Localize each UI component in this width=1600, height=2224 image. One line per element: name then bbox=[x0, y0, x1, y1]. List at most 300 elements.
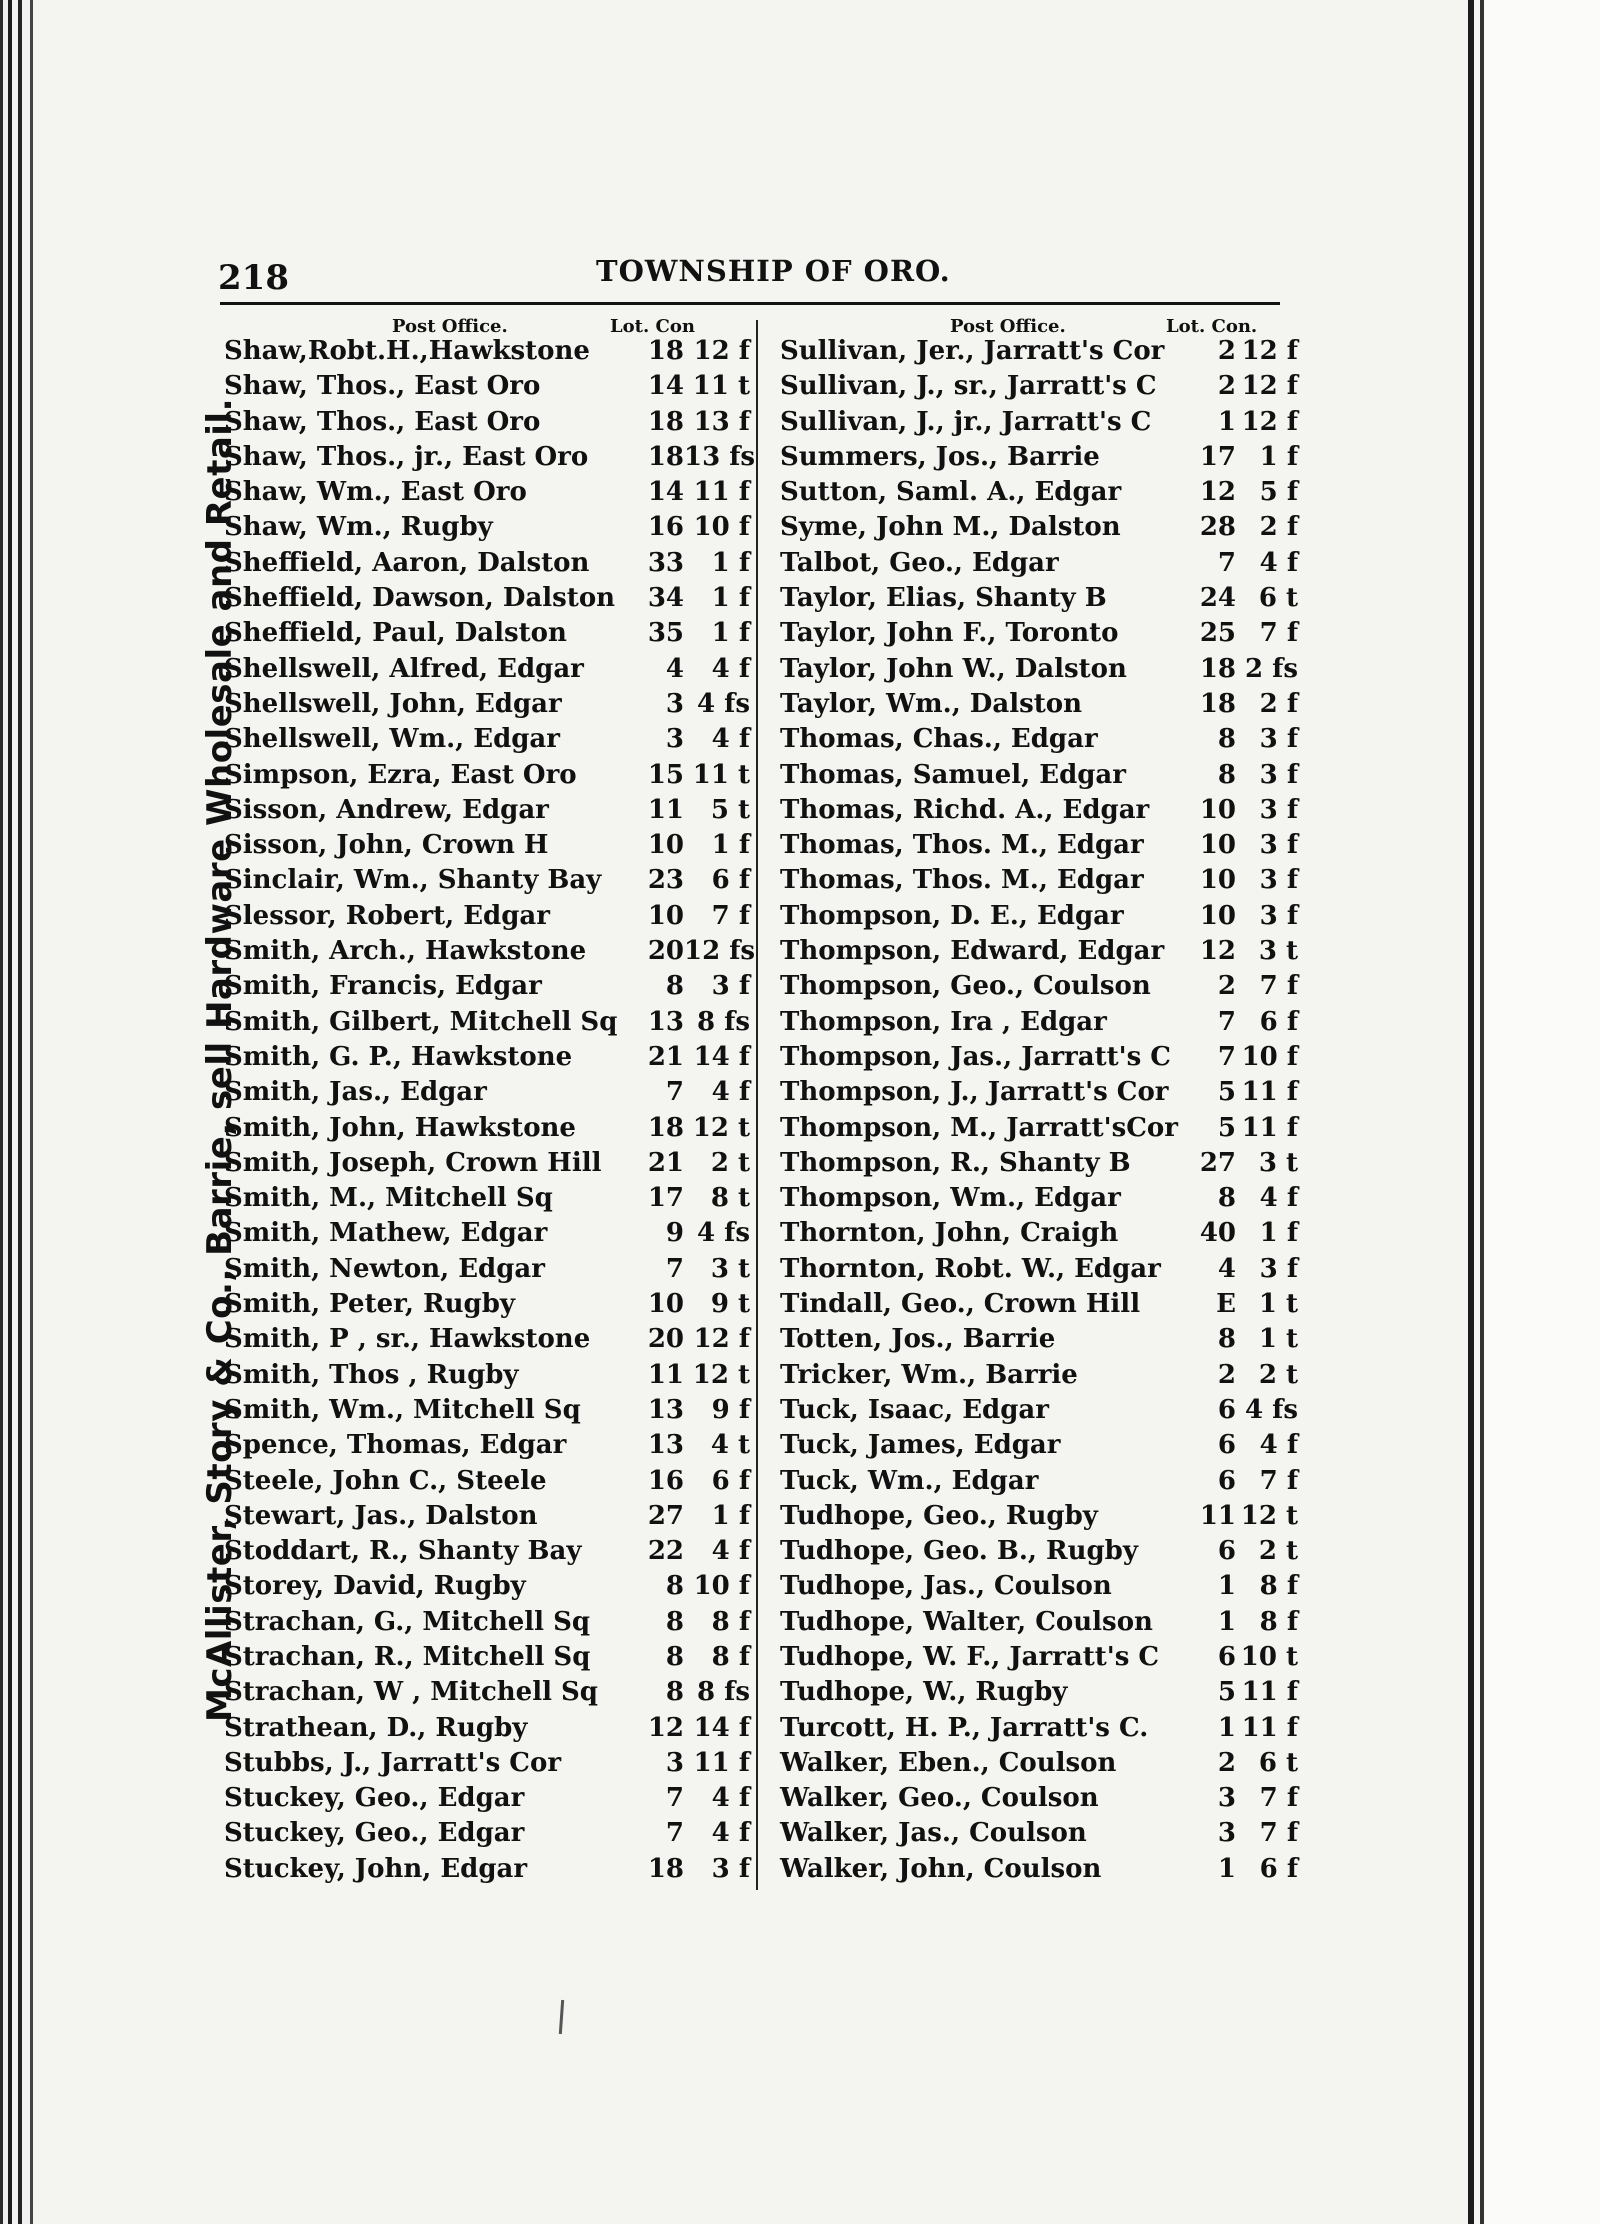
entry-name: Smith, G. P., Hawkstone bbox=[224, 1041, 573, 1072]
entry-name: Strachan, W , Mitchell Sq bbox=[224, 1677, 598, 1708]
entry-con: 3 f bbox=[1259, 759, 1298, 790]
entry-name: Taylor, Elias, Shanty B bbox=[780, 583, 1107, 614]
entry-lot: 18 bbox=[647, 406, 684, 437]
entry-lot: 8 bbox=[665, 1677, 684, 1708]
entry-name: Walker, Geo., Coulson bbox=[780, 1783, 1099, 1814]
entry-lot: 33 bbox=[647, 547, 684, 578]
entry-con: 10 f bbox=[693, 512, 750, 543]
entry-con: 1 f bbox=[1259, 441, 1298, 472]
entry-name: Smith, Mathew, Edgar bbox=[224, 1218, 548, 1249]
list-item bbox=[224, 510, 750, 545]
entry-con: 7 f bbox=[1259, 1818, 1298, 1849]
entry-lot: 6 bbox=[1217, 1430, 1236, 1461]
entry-name: Strathean, D., Rugby bbox=[224, 1712, 528, 1743]
entry-name: Thompson, Wm., Edgar bbox=[780, 1183, 1121, 1214]
list-item bbox=[224, 1146, 750, 1181]
entry-lot: 7 bbox=[665, 1783, 684, 1814]
entry-con: 13 f bbox=[693, 406, 750, 437]
list-item bbox=[224, 369, 750, 404]
entry-con: 7 f bbox=[1259, 618, 1298, 649]
list-item bbox=[224, 1287, 750, 1322]
list-item bbox=[780, 1499, 1298, 1534]
entry-con: 3 f bbox=[1259, 900, 1298, 931]
entry-con: 4 fs bbox=[1245, 1394, 1298, 1425]
entry-name: Thompson, Edward, Edgar bbox=[780, 936, 1165, 967]
entry-name: Thompson, Jas., Jarratt's C bbox=[780, 1041, 1171, 1072]
entry-lot: 14 bbox=[647, 477, 684, 508]
entry-con: 1 f bbox=[711, 618, 750, 649]
entry-con: 6 f bbox=[711, 1465, 750, 1496]
entry-con: 7 f bbox=[711, 900, 750, 931]
entry-con: 2 f bbox=[1259, 688, 1298, 719]
entry-lot: 6 bbox=[1217, 1394, 1236, 1425]
list-item bbox=[780, 828, 1298, 863]
column-divider bbox=[756, 320, 758, 1890]
entry-lot: 2 bbox=[1217, 971, 1236, 1002]
entry-con: 1 t bbox=[1258, 1324, 1298, 1355]
entry-name: Talbot, Geo., Edgar bbox=[780, 547, 1059, 578]
entry-lot: 27 bbox=[1199, 1147, 1236, 1178]
entry-lot: 18 bbox=[647, 336, 684, 366]
entry-lot: 20 bbox=[647, 936, 684, 967]
list-item bbox=[224, 1428, 750, 1463]
list-item bbox=[780, 969, 1298, 1004]
ink-speck bbox=[559, 2000, 564, 2034]
entry-lot: 3 bbox=[1217, 1818, 1236, 1849]
list-item bbox=[224, 1393, 750, 1428]
entry-con: 1 f bbox=[711, 1500, 750, 1531]
entry-name: Thompson, Geo., Coulson bbox=[780, 971, 1151, 1002]
list-item bbox=[780, 758, 1298, 793]
entry-name: Storey, David, Rugby bbox=[224, 1571, 526, 1602]
list-item bbox=[780, 934, 1298, 969]
entry-name: Tuck, James, Edgar bbox=[780, 1430, 1061, 1461]
entry-con: 4 t bbox=[710, 1430, 750, 1461]
entry-lot: 21 bbox=[647, 1041, 684, 1072]
entry-con: 8 fs bbox=[697, 1677, 750, 1708]
entry-con: 11 f bbox=[1241, 1677, 1298, 1708]
list-item bbox=[780, 1711, 1298, 1746]
list-item bbox=[780, 1358, 1298, 1393]
entry-con: 4 f bbox=[1259, 1183, 1298, 1214]
list-item bbox=[780, 334, 1298, 369]
entry-con: 8 f bbox=[1259, 1606, 1298, 1637]
entry-lot: 3 bbox=[665, 724, 684, 755]
entry-con: 4 fs bbox=[697, 688, 750, 719]
entry-name: Shaw, Wm., Rugby bbox=[224, 512, 493, 543]
list-item bbox=[780, 1428, 1298, 1463]
entry-lot: 24 bbox=[1199, 583, 1236, 614]
entry-lot: 10 bbox=[1199, 794, 1236, 825]
list-item bbox=[224, 969, 750, 1004]
entry-name: Smith, Peter, Rugby bbox=[224, 1289, 516, 1320]
entry-con: 1 f bbox=[1259, 1218, 1298, 1249]
page-edge-right bbox=[1468, 0, 1600, 2224]
entry-lot: 8 bbox=[1217, 759, 1236, 790]
entry-lot: 18 bbox=[647, 1112, 684, 1143]
list-item bbox=[224, 828, 750, 863]
list-item bbox=[224, 1675, 750, 1710]
entry-con: 8 f bbox=[711, 1641, 750, 1672]
entry-name: Thompson, Ira , Edgar bbox=[780, 1006, 1107, 1037]
entry-name: Steele, John C., Steele bbox=[224, 1465, 547, 1496]
entry-con: 12 t bbox=[692, 1359, 750, 1390]
entry-name: Tudhope, W. F., Jarratt's C bbox=[780, 1641, 1160, 1672]
list-item bbox=[224, 1534, 750, 1569]
entry-con: 12 fs bbox=[684, 936, 756, 967]
entry-con: 8 t bbox=[710, 1183, 750, 1214]
list-item bbox=[224, 440, 756, 475]
entry-lot: 17 bbox=[647, 1183, 684, 1214]
entry-name: Sullivan, J., jr., Jarratt's C bbox=[780, 406, 1152, 437]
entry-lot: 4 bbox=[665, 653, 684, 684]
entry-con: 4 f bbox=[711, 1783, 750, 1814]
entry-con: 3 f bbox=[711, 971, 750, 1002]
entry-lot: 18 bbox=[1199, 653, 1236, 684]
list-item bbox=[224, 1111, 750, 1146]
entry-lot: 17 bbox=[1199, 441, 1236, 472]
entry-name: Thompson, R., Shanty B bbox=[780, 1147, 1131, 1178]
entry-lot: 15 bbox=[647, 759, 684, 790]
entry-name: Tuck, Wm., Edgar bbox=[780, 1465, 1039, 1496]
entry-lot: 28 bbox=[1199, 512, 1236, 543]
entry-name: Shaw, Thos., East Oro bbox=[224, 406, 541, 437]
entry-con: 4 fs bbox=[697, 1218, 750, 1249]
entry-lot: 10 bbox=[647, 1289, 684, 1320]
entry-lot: 7 bbox=[1217, 547, 1236, 578]
list-item bbox=[224, 1605, 750, 1640]
entry-name: Stuckey, John, Edgar bbox=[224, 1853, 528, 1884]
entry-con: 12 f bbox=[1241, 336, 1298, 366]
entry-con: 6 f bbox=[711, 865, 750, 896]
entry-name: Smith, Arch., Hawkstone bbox=[224, 936, 587, 967]
entry-con: 6 t bbox=[1258, 583, 1298, 614]
entry-name: Sheffield, Paul, Dalston bbox=[224, 618, 567, 649]
entry-con: 10 f bbox=[1241, 1041, 1298, 1072]
entry-con: 12 f bbox=[1241, 371, 1298, 402]
entry-name: Smith, Gilbert, Mitchell Sq bbox=[224, 1006, 618, 1037]
list-item bbox=[780, 793, 1298, 828]
entry-name: Shellswell, John, Edgar bbox=[224, 688, 562, 719]
entry-name: Thompson, D. E., Edgar bbox=[780, 900, 1124, 931]
side-advertisement: McAllister, Story & Co., Barrie, sell Hardware Wholesale and Retail. bbox=[200, 398, 240, 1722]
entry-con: 4 f bbox=[711, 653, 750, 684]
entry-lot: 6 bbox=[1217, 1641, 1236, 1672]
entry-lot: 13 bbox=[647, 1006, 684, 1037]
list-item bbox=[780, 510, 1298, 545]
entry-lot: 2 bbox=[1217, 336, 1236, 366]
list-item bbox=[224, 1569, 750, 1604]
list-item bbox=[224, 1005, 750, 1040]
list-item bbox=[780, 546, 1298, 581]
entry-con: 11 f bbox=[1241, 1077, 1298, 1108]
entry-con: 2 f bbox=[1259, 512, 1298, 543]
entry-con: 10 t bbox=[1240, 1641, 1298, 1672]
list-item bbox=[224, 1746, 750, 1781]
entry-lot: 3 bbox=[1217, 1783, 1236, 1814]
entry-name: Thornton, John, Craigh bbox=[780, 1218, 1119, 1249]
list-item bbox=[224, 546, 750, 581]
entry-con: 1 f bbox=[711, 583, 750, 614]
page-edge-left bbox=[0, 0, 44, 2224]
entry-lot: 4 bbox=[1217, 1253, 1236, 1284]
entry-lot: 6 bbox=[1217, 1465, 1236, 1496]
entry-name: Tudhope, Jas., Coulson bbox=[780, 1571, 1112, 1602]
list-item bbox=[780, 475, 1298, 510]
entry-name: Taylor, Wm., Dalston bbox=[780, 688, 1082, 719]
entry-lot: 11 bbox=[647, 794, 684, 825]
entry-name: Strachan, R., Mitchell Sq bbox=[224, 1641, 591, 1672]
entry-name: Tindall, Geo., Crown Hill bbox=[780, 1289, 1141, 1320]
entry-con: 3 f bbox=[711, 1853, 750, 1884]
entry-lot: 10 bbox=[647, 900, 684, 931]
entry-name: Sullivan, Jer., Jarratt's Cor bbox=[780, 336, 1165, 366]
entry-lot: 1 bbox=[1217, 1712, 1236, 1743]
entry-lot: E bbox=[1216, 1289, 1236, 1320]
entry-con: 2 t bbox=[1258, 1359, 1298, 1390]
entry-con: 14 f bbox=[693, 1041, 750, 1072]
list-item bbox=[780, 1534, 1298, 1569]
entry-name: Walker, John, Coulson bbox=[780, 1853, 1102, 1884]
entry-lot: 14 bbox=[647, 371, 684, 402]
entry-name: Stubbs, J., Jarratt's Cor bbox=[224, 1747, 562, 1778]
entry-name: Strachan, G., Mitchell Sq bbox=[224, 1606, 591, 1637]
list-item bbox=[224, 687, 750, 722]
list-item bbox=[780, 1181, 1298, 1216]
list-item bbox=[780, 1605, 1298, 1640]
list-item bbox=[780, 1569, 1298, 1604]
list-item bbox=[224, 934, 756, 969]
entry-name: Smith, P , sr., Hawkstone bbox=[224, 1324, 591, 1355]
entry-lot: 5 bbox=[1217, 1677, 1236, 1708]
list-item bbox=[224, 1499, 750, 1534]
list-item bbox=[224, 475, 750, 510]
entry-lot: 1 bbox=[1217, 1853, 1236, 1884]
list-item bbox=[224, 1711, 750, 1746]
list-item bbox=[780, 899, 1298, 934]
list-item bbox=[780, 722, 1298, 757]
entry-con: 12 t bbox=[692, 1112, 750, 1143]
entry-lot: 8 bbox=[665, 1571, 684, 1602]
entry-name: Sutton, Saml. A., Edgar bbox=[780, 477, 1122, 508]
list-item bbox=[780, 1464, 1298, 1499]
entry-con: 2 fs bbox=[1245, 653, 1298, 684]
entry-name: Sheffield, Aaron, Dalston bbox=[224, 547, 590, 578]
right-header-lot-con: Lot. Con. bbox=[1166, 316, 1258, 337]
entry-con: 3 f bbox=[1259, 865, 1298, 896]
entry-con: 12 f bbox=[693, 1324, 750, 1355]
left-header-lot-con: Lot. Con bbox=[610, 316, 695, 337]
page-number: 218 bbox=[218, 258, 289, 298]
entry-lot: 12 bbox=[1199, 477, 1236, 508]
list-item bbox=[224, 1464, 750, 1499]
list-item bbox=[780, 1816, 1298, 1851]
entry-name: Smith, Newton, Edgar bbox=[224, 1253, 545, 1284]
entry-name: Thomas, Chas., Edgar bbox=[780, 724, 1098, 755]
entry-lot: 3 bbox=[665, 1747, 684, 1778]
entry-con: 3 f bbox=[1259, 794, 1298, 825]
entry-con: 11 f bbox=[1241, 1712, 1298, 1743]
entry-lot: 3 bbox=[665, 688, 684, 719]
entry-con: 10 f bbox=[693, 1571, 750, 1602]
entry-name: Smith, John, Hawkstone bbox=[224, 1112, 576, 1143]
entry-lot: 1 bbox=[1217, 1606, 1236, 1637]
entry-lot: 13 bbox=[647, 1430, 684, 1461]
entry-con: 9 f bbox=[711, 1394, 750, 1425]
list-item bbox=[780, 1393, 1298, 1428]
entry-name: Summers, Jos., Barrie bbox=[780, 441, 1100, 472]
entry-con: 4 f bbox=[1259, 547, 1298, 578]
entry-name: Tricker, Wm., Barrie bbox=[780, 1359, 1078, 1390]
entry-lot: 5 bbox=[1217, 1112, 1236, 1143]
entry-con: 8 fs bbox=[697, 1006, 750, 1037]
list-item bbox=[780, 1111, 1298, 1146]
entry-name: Smith, M., Mitchell Sq bbox=[224, 1183, 553, 1214]
entry-lot: 5 bbox=[1217, 1077, 1236, 1108]
entry-name: Thomas, Thos. M., Edgar bbox=[780, 865, 1144, 896]
entry-con: 4 f bbox=[711, 1536, 750, 1567]
entry-con: 3 f bbox=[1259, 724, 1298, 755]
entry-lot: 7 bbox=[665, 1077, 684, 1108]
list-item bbox=[224, 1781, 750, 1816]
entry-con: 3 t bbox=[1258, 936, 1298, 967]
entry-name: Walker, Jas., Coulson bbox=[780, 1818, 1087, 1849]
entry-con: 2 t bbox=[1258, 1536, 1298, 1567]
entry-con: 11 t bbox=[692, 371, 750, 402]
entry-name: Shellswell, Alfred, Edgar bbox=[224, 653, 584, 684]
entry-con: 4 f bbox=[1259, 1430, 1298, 1461]
entry-con: 8 f bbox=[711, 1606, 750, 1637]
entry-con: 5 t bbox=[710, 794, 750, 825]
list-item bbox=[224, 405, 750, 440]
list-item bbox=[780, 1252, 1298, 1287]
entry-name: Tudhope, Walter, Coulson bbox=[780, 1606, 1153, 1637]
entry-con: 14 f bbox=[693, 1712, 750, 1743]
entry-lot: 12 bbox=[647, 1712, 684, 1743]
entry-name: Sheffield, Dawson, Dalston bbox=[224, 583, 616, 614]
entry-name: Tudhope, W., Rugby bbox=[780, 1677, 1068, 1708]
list-item bbox=[780, 1322, 1298, 1357]
entry-name: Tudhope, Geo., Rugby bbox=[780, 1500, 1098, 1531]
entry-name: Sinclair, Wm., Shanty Bay bbox=[224, 865, 602, 896]
entry-con: 9 t bbox=[710, 1289, 750, 1320]
right-header-post-office: Post Office. bbox=[950, 316, 1066, 337]
list-item bbox=[780, 1287, 1298, 1322]
entry-name: Shellswell, Wm., Edgar bbox=[224, 724, 560, 755]
entry-con: 6 t bbox=[1258, 1747, 1298, 1778]
list-item bbox=[780, 1216, 1298, 1251]
list-item bbox=[224, 899, 750, 934]
list-item bbox=[224, 1040, 750, 1075]
entry-name: Slessor, Robert, Edgar bbox=[224, 900, 550, 931]
list-item bbox=[224, 1816, 750, 1851]
entry-lot: 18 bbox=[647, 1853, 684, 1884]
entry-name: Sisson, Andrew, Edgar bbox=[224, 794, 549, 825]
entry-name: Smith, Joseph, Crown Hill bbox=[224, 1147, 602, 1178]
entry-name: Spence, Thomas, Edgar bbox=[224, 1430, 567, 1461]
entry-lot: 8 bbox=[665, 971, 684, 1002]
entry-name: Smith, Thos , Rugby bbox=[224, 1359, 519, 1390]
entry-con: 1 t bbox=[1258, 1289, 1298, 1320]
entry-con: 8 f bbox=[1259, 1571, 1298, 1602]
entry-lot: 12 bbox=[1199, 936, 1236, 967]
entry-name: Thompson, M., Jarratt'sCor bbox=[780, 1112, 1178, 1143]
entry-name: Shaw, Thos., jr., East Oro bbox=[224, 441, 589, 472]
entry-con: 1 f bbox=[711, 547, 750, 578]
list-item bbox=[780, 581, 1298, 616]
entry-lot: 35 bbox=[647, 618, 684, 649]
entry-con: 5 f bbox=[1259, 477, 1298, 508]
entry-con: 12 f bbox=[1241, 406, 1298, 437]
entry-lot: 8 bbox=[1217, 1183, 1236, 1214]
list-item bbox=[224, 1216, 750, 1251]
entry-name: Totten, Jos., Barrie bbox=[780, 1324, 1056, 1355]
entry-lot: 10 bbox=[1199, 830, 1236, 861]
entry-lot: 2 bbox=[1217, 1359, 1236, 1390]
list-item bbox=[224, 758, 750, 793]
list-item bbox=[780, 652, 1298, 687]
entry-lot: 20 bbox=[647, 1324, 684, 1355]
entry-con: 11 f bbox=[693, 477, 750, 508]
header-rule bbox=[220, 302, 1280, 305]
entry-con: 6 f bbox=[1259, 1853, 1298, 1884]
list-item bbox=[224, 1181, 750, 1216]
entry-name: Simpson, Ezra, East Oro bbox=[224, 759, 577, 790]
entry-lot: 10 bbox=[1199, 900, 1236, 931]
list-item bbox=[780, 1746, 1298, 1781]
entry-con: 4 f bbox=[711, 1077, 750, 1108]
list-item bbox=[780, 1781, 1298, 1816]
entry-con: 13 fs bbox=[684, 441, 756, 472]
left-column-list bbox=[224, 334, 756, 1887]
entry-name: Tuck, Isaac, Edgar bbox=[780, 1394, 1049, 1425]
list-item bbox=[224, 334, 750, 369]
entry-name: Walker, Eben., Coulson bbox=[780, 1747, 1117, 1778]
entry-name: Smith, Wm., Mitchell Sq bbox=[224, 1394, 581, 1425]
entry-lot: 6 bbox=[1217, 1536, 1236, 1567]
entry-con: 3 t bbox=[1258, 1147, 1298, 1178]
entry-name: Taylor, John W., Dalston bbox=[780, 653, 1127, 684]
entry-lot: 16 bbox=[647, 512, 684, 543]
list-item bbox=[780, 863, 1298, 898]
entry-lot: 8 bbox=[1217, 724, 1236, 755]
list-item bbox=[224, 616, 750, 651]
entry-name: Tudhope, Geo. B., Rugby bbox=[780, 1536, 1138, 1567]
list-item bbox=[780, 1040, 1298, 1075]
entry-con: 3 f bbox=[1259, 830, 1298, 861]
entry-lot: 18 bbox=[1199, 688, 1236, 719]
entry-con: 12 f bbox=[693, 336, 750, 366]
entry-name: Stuckey, Geo., Edgar bbox=[224, 1783, 525, 1814]
list-item bbox=[780, 1075, 1298, 1110]
entry-lot: 10 bbox=[647, 830, 684, 861]
entry-lot: 11 bbox=[647, 1359, 684, 1390]
list-item bbox=[224, 1252, 750, 1287]
entry-name: Shaw, Thos., East Oro bbox=[224, 371, 541, 402]
entry-name: Thomas, Richd. A., Edgar bbox=[780, 794, 1150, 825]
list-item bbox=[224, 581, 750, 616]
entry-con: 4 f bbox=[711, 724, 750, 755]
entry-con: 11 f bbox=[693, 1747, 750, 1778]
right-column-list bbox=[780, 334, 1298, 1887]
list-item bbox=[224, 652, 750, 687]
entry-name: Shaw,Robt.H.,Hawkstone bbox=[224, 336, 590, 366]
list-item bbox=[780, 369, 1298, 404]
entry-lot: 9 bbox=[665, 1218, 684, 1249]
list-item bbox=[224, 1075, 750, 1110]
list-item bbox=[780, 1852, 1298, 1887]
left-header-post-office: Post Office. bbox=[392, 316, 508, 337]
